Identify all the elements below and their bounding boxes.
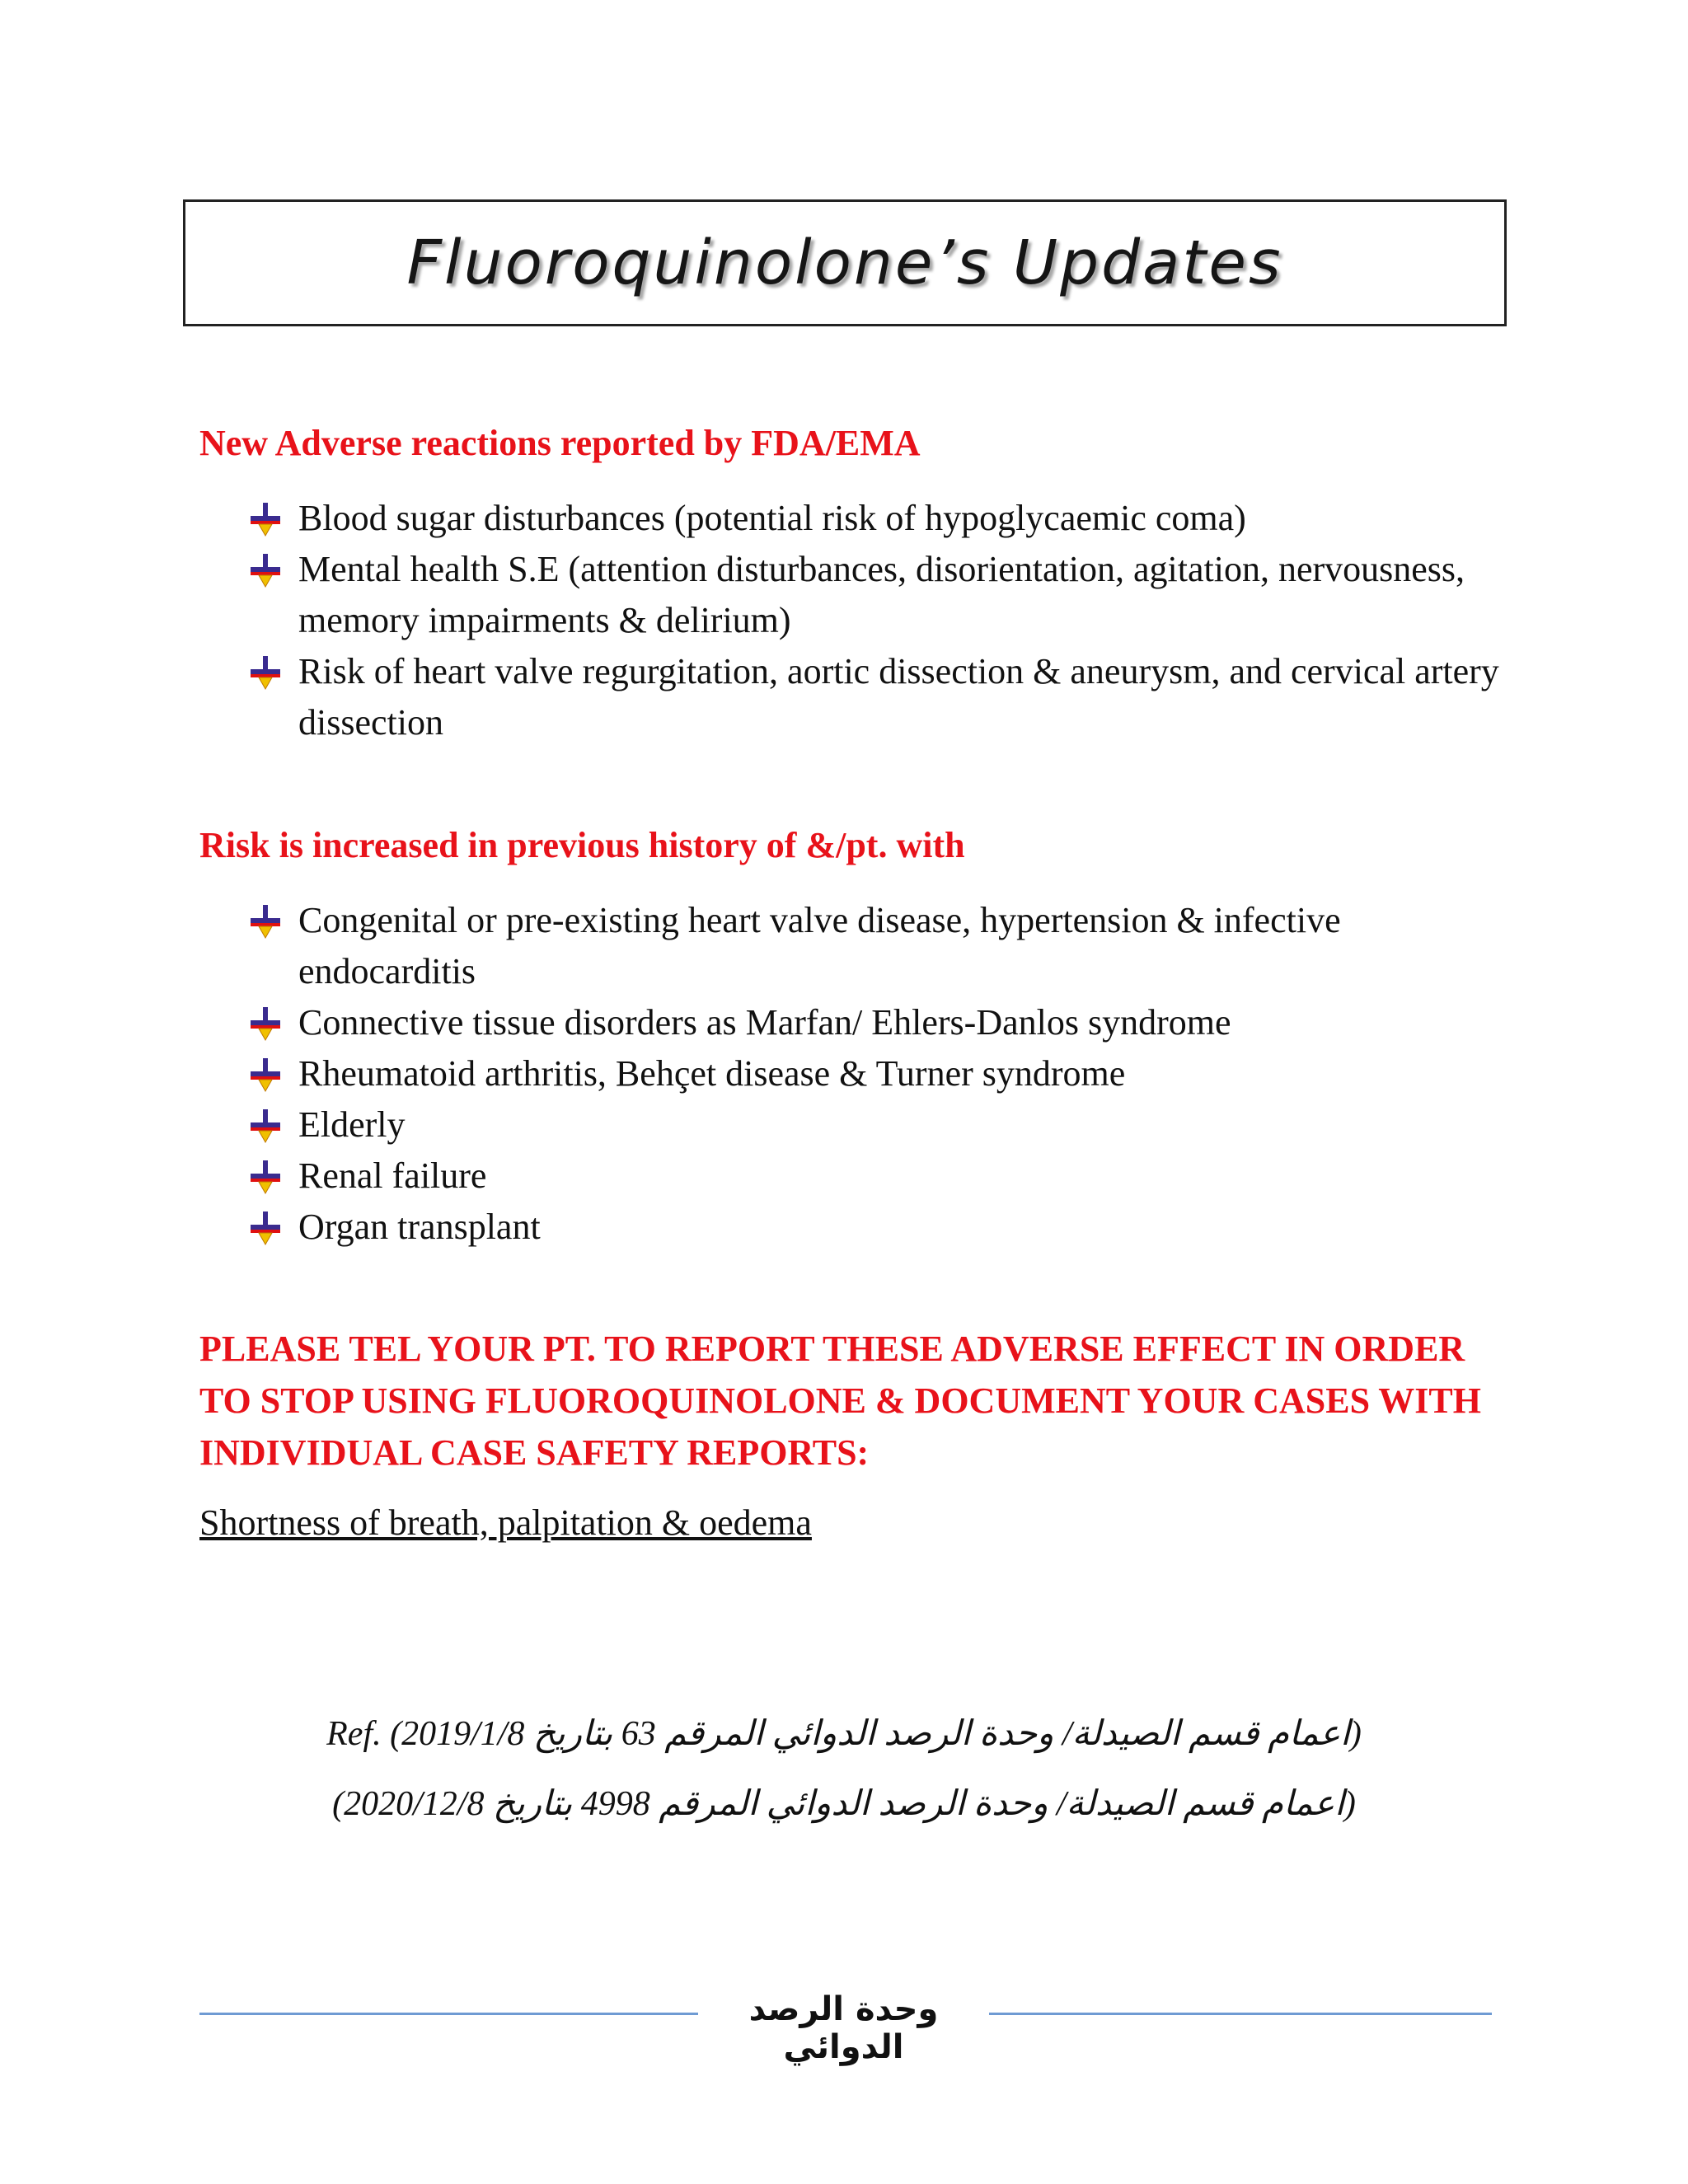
list-item: Rheumatoid arthritis, Behçet disease & Turner syndrome — [247, 1048, 1500, 1099]
list-item: Congenital or pre-existing heart valve disease, hypertension & infective endocarditis — [247, 895, 1500, 997]
list-item: Elderly — [247, 1099, 1500, 1151]
cross-arrow-bullet-icon — [247, 1108, 284, 1144]
page-title: Fluoroquinolone’s Updates — [406, 227, 1283, 298]
title-box — [183, 199, 1507, 326]
symptoms-line: Shortness of breath, palpitation & oedema — [199, 1502, 812, 1543]
list-item: Blood sugar disturbances (potential risk of hypoglycaemic coma) — [247, 493, 1500, 544]
cross-arrow-bullet-icon — [247, 1057, 284, 1093]
footer-divider-right — [989, 2013, 1492, 2015]
list-item: Mental health S.E (attention disturbances, disorientation, agitation, nervousness, memory impairments & delirium) — [247, 544, 1500, 646]
reference-line-1: Ref. (اعمام قسم الصيدلة/ وحدة الرصد الدوائي المرقم 63 بتاريخ 2019/1/8) — [326, 1715, 1362, 1753]
adverse-reactions-list — [247, 493, 1500, 748]
list-item: Risk of heart valve regurgitation, aortic dissection & aneurysm, and cervical artery dissection — [247, 646, 1500, 748]
cross-arrow-bullet-icon — [247, 654, 284, 691]
list-item: Connective tissue disorders as Marfan/ Ehlers-Danlos syndrome — [247, 997, 1500, 1048]
cross-arrow-bullet-icon — [247, 1005, 284, 1042]
cross-arrow-bullet-icon — [247, 903, 284, 940]
reference-line-2: (اعمام قسم الصيدلة/ وحدة الرصد الدوائي المرقم 4998 بتاريخ 2020/12/8) — [332, 1785, 1356, 1823]
footer-unit-name: وحدة الرصد الدوائي — [748, 1990, 939, 2066]
cross-arrow-bullet-icon — [247, 552, 284, 588]
list-item: Organ transplant — [247, 1202, 1500, 1253]
cross-arrow-bullet-icon — [247, 501, 284, 537]
list-item: Renal failure — [247, 1151, 1500, 1202]
reporting-notice: PLEASE TEL YOUR PT. TO REPORT THESE ADVERSE EFFECT IN ORDER TO STOP USING FLUOROQUINOLONE & DOCUMENT YOUR CASES WITH INDIVIDUAL CASE SAFETY REPORTS: — [199, 1329, 1481, 1473]
cross-arrow-bullet-icon — [247, 1210, 284, 1246]
risk-factors-list — [247, 895, 1500, 1253]
section-heading-risk-factors: Risk is increased in previous history of &/pt. with — [199, 825, 965, 865]
section-heading-adverse-reactions: New Adverse reactions reported by FDA/EMA — [199, 423, 921, 463]
footer-divider-left — [199, 2013, 698, 2015]
cross-arrow-bullet-icon — [247, 1159, 284, 1195]
